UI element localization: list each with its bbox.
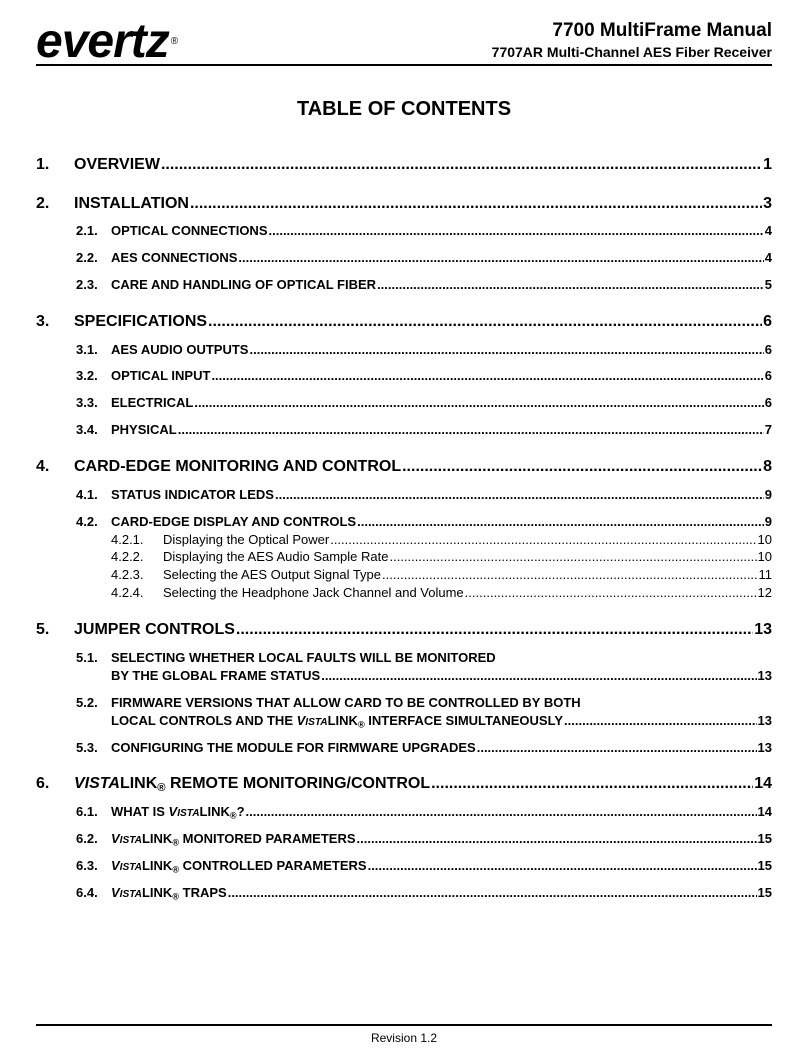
manual-title: 7700 MultiFrame Manual (552, 20, 772, 41)
toc-entry-sample-rate[interactable]: 4.2.2. Displaying the AES Audio Sample Rate ..... 10 (111, 549, 772, 564)
evertz-logo: evertz ® (36, 15, 178, 68)
toc-entry-firmware-versions-line2[interactable]: LOCAL CONTROLS AND THE VISTALINK® INTERFACE SIMULTANEOUSLY ..... 13 (111, 713, 772, 729)
toc-entry-specifications[interactable]: 3. SPECIFICATIONS ..... 6 (36, 313, 772, 331)
toc-entry-care-handling[interactable]: 2.3. CARE AND HANDLING OF OPTICAL FIBER ..... 5 (76, 277, 772, 292)
toc-entry-electrical[interactable]: 3.3. ELECTRICAL ..... 6 (76, 395, 772, 410)
toc-entry-jumper-controls[interactable]: 5. JUMPER CONTROLS ..... 13 (36, 621, 772, 639)
toc-entry-overview[interactable]: 1. OVERVIEW ..... 1 (36, 156, 772, 174)
revision-footer: Revision 1.2 (370, 1031, 438, 1045)
toc-entry-headphone-jack[interactable]: 4.2.4. Selecting the Headphone Jack Channel and Volume ..... 12 (111, 585, 772, 600)
toc-entry-controlled-parameters[interactable]: 6.3. VISTALINK® CONTROLLED PARAMETERS ..... 15 (76, 858, 772, 874)
toc-entry-local-faults-line1[interactable]: 5.1. SELECTING WHETHER LOCAL FAULTS WILL BE MONITORED (76, 650, 496, 665)
toc-entry-optical-connections[interactable]: 2.1. OPTICAL CONNECTIONS ..... 4 (76, 223, 772, 238)
toc-entry-monitored-parameters[interactable]: 6.2. VISTALINK® MONITORED PARAMETERS ..... 15 (76, 831, 772, 847)
toc-title: TABLE OF CONTENTS (296, 98, 512, 120)
toc-entry-optical-power[interactable]: 4.2.1. Displaying the Optical Power ..... 10 (111, 532, 772, 547)
toc-entry-physical[interactable]: 3.4. PHYSICAL ..... 7 (76, 422, 772, 437)
toc-entry-status-leds[interactable]: 4.1. STATUS INDICATOR LEDS ..... 9 (76, 487, 772, 502)
toc-entry-installation[interactable]: 2. INSTALLATION ..... 3 (36, 195, 772, 213)
toc-entry-local-faults-line2[interactable]: BY THE GLOBAL FRAME STATUS ..... 13 (111, 668, 772, 683)
toc-entry-output-signal-type[interactable]: 4.2.3. Selecting the AES Output Signal Type ..... 11 (111, 567, 772, 582)
header-rule (36, 64, 772, 66)
toc-entry-aes-audio-outputs[interactable]: 3.1. AES AUDIO OUTPUTS ..... 6 (76, 342, 772, 357)
footer-rule (36, 1024, 772, 1026)
toc-entry-card-edge[interactable]: 4. CARD-EDGE MONITORING AND CONTROL ..... 8 (36, 458, 772, 476)
toc-entry-vistalink-remote[interactable]: 6. VISTALINK® REMOTE MONITORING/CONTROL ..... 14 (36, 775, 772, 794)
toc-entry-firmware-upgrades[interactable]: 5.3. CONFIGURING THE MODULE FOR FIRMWARE UPGRADES ..... 13 (76, 740, 772, 755)
toc-entry-optical-input[interactable]: 3.2. OPTICAL INPUT ..... 6 (76, 368, 772, 383)
toc-entry-firmware-versions-line1[interactable]: 5.2. FIRMWARE VERSIONS THAT ALLOW CARD TO BE CONTROLLED BY BOTH (76, 695, 581, 710)
toc-entry-what-is-vistalink[interactable]: 6.1. WHAT IS VISTALINK®? ..... 14 (76, 804, 772, 820)
manual-subtitle: 7707AR Multi-Channel AES Fiber Receiver (491, 44, 772, 60)
toc-entry-traps[interactable]: 6.4. VISTALINK® TRAPS ..... 15 (76, 885, 772, 901)
toc-entry-card-edge-display[interactable]: 4.2. CARD-EDGE DISPLAY AND CONTROLS ..... 9 (76, 514, 772, 529)
toc-entry-aes-connections[interactable]: 2.2. AES CONNECTIONS ..... 4 (76, 250, 772, 265)
